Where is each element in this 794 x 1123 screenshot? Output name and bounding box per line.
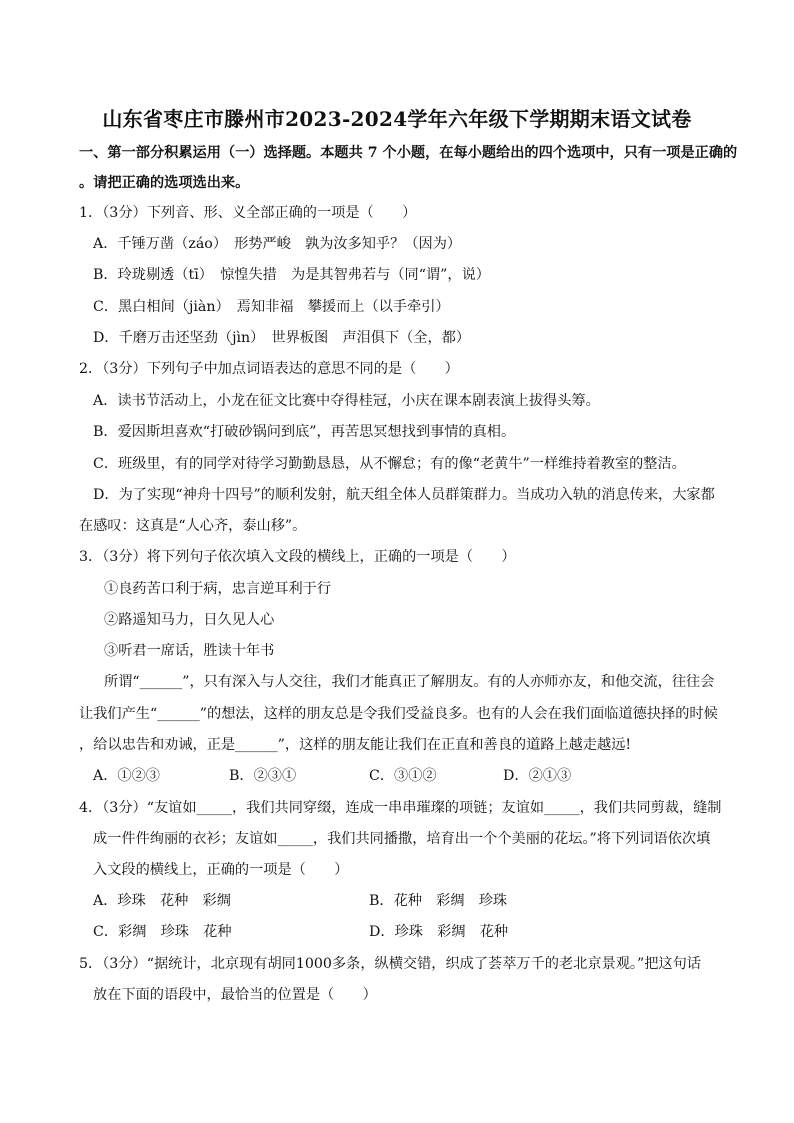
q3-option-b: B．②③① [229, 768, 297, 784]
q5-stem-line-2: 放在下面的语段中，最恰当的位置是（ ） [93, 987, 377, 1003]
page-title: 山东省枣庄市滕州市2023-2024学年六年级下学期期末语文试卷 [102, 107, 692, 131]
q2-option-b: B．爱因斯坦喜欢“打破砂锅问到底”，再苦思冥想找到事情的真相。 [93, 424, 516, 440]
q1-option-a: A．千锤万凿（záo） 形势严峻 孰为汝多知乎？（因为） [93, 236, 462, 252]
q2-stem: 2．（3分）下列句子中加点词语表达的意思不同的是（ ） [79, 361, 459, 377]
q2-option-a: A．读书节活动上，小龙在征文比赛中夺得桂冠，小庆在课本剧表演上拔得头筹。 [93, 393, 600, 409]
q3-sentence-3: ③听君一席话，胜读十年书 [104, 643, 275, 659]
q3-option-c: C．③①② [369, 768, 437, 784]
section-instruction-line-2: 。请把正确的选项选出来。 [79, 175, 250, 191]
q4-option-c: C．彩绸 珍珠 花种 [93, 924, 232, 940]
q4-stem-line-1: 4．（3分）“友谊如_____，我们共同穿缀，连成一串串璀璨的项链；友谊如_____，我们共同剪裁，缝制 [79, 800, 722, 816]
q1-option-b: B．玲珑剔透（tī） 惊惶失措 为是其智弗若与（同“谓”，说） [93, 267, 490, 283]
q3-sentence-1: ①良药苦口利于病，忠言逆耳利于行 [104, 581, 332, 597]
q3-stem: 3．（3分）将下列句子依次填入文段的横线上，正确的一项是（ ） [79, 549, 516, 565]
q5-stem-line-1: 5．（3分）“据统计，北京现有胡同1000多条，纵横交错，织成了荟萃万千的老北京景观。”把这句话 [79, 956, 701, 972]
q3-option-d: D．②①③ [503, 768, 572, 784]
q3-passage-line-3: ，给以忠告和劝诫，正是______”，这样的朋友能让我们在正直和善良的道路上越走越远! [79, 737, 632, 753]
q1-option-c: C．黑白相间（jiàn） 焉知非福 攀援而上（以手牵引） [93, 299, 450, 315]
q4-option-b: B．花种 彩绸 珍珠 [369, 893, 508, 909]
q3-passage-line-2: 让我们产生“______”的想法，这样的朋友总是令我们受益良多。也有的人会在我们面临道德抉择的时候 [79, 706, 718, 722]
section-instruction-line-1: 一、第一部分积累运用（一）选择题。本题共 7 个小题，在每小题给出的四个选项中，只有一项是正确的 [79, 145, 738, 161]
q3-passage-line-1: 所谓“______”，只有深入与人交往，我们才能真正了解朋友。有的人亦师亦友，和他交流，往往会 [104, 674, 715, 690]
q1-stem: 1．（3分）下列音、形、义全部正确的一项是（ ） [79, 205, 417, 221]
q3-sentence-2: ②路遥知马力，日久见人心 [104, 612, 275, 628]
q4-option-d: D．珍珠 彩绸 花种 [369, 924, 509, 940]
q4-stem-line-2: 成一件件绚丽的衣衫；友谊如_____，我们共同播撒，培育出一个个美丽的花坛。”将下列词语依次填 [93, 831, 711, 847]
q2-option-d-line-1: D．为了实现“神舟十四号”的顺利发射，航天组全体人员群策群力。当成功入轨的消息传来，大家都 [93, 487, 715, 503]
q4-stem-line-3: 入文段的横线上，正确的一项是（ ） [93, 862, 349, 878]
q1-option-d: D．千磨万击还坚劲（jìn） 世界板图 声泪俱下（全，都） [93, 330, 471, 346]
q3-option-a: A．①②③ [93, 768, 160, 784]
q2-option-c: C．班级里，有的同学对待学习勤勤恳恳，从不懈怠；有的像“老黄牛”一样维持着教室的整洁。 [93, 456, 686, 472]
q2-option-d-line-2: 在感叹：这真是“人心齐，泰山移”。 [79, 518, 307, 534]
q4-option-a: A．珍珠 花种 彩绸 [93, 893, 231, 909]
